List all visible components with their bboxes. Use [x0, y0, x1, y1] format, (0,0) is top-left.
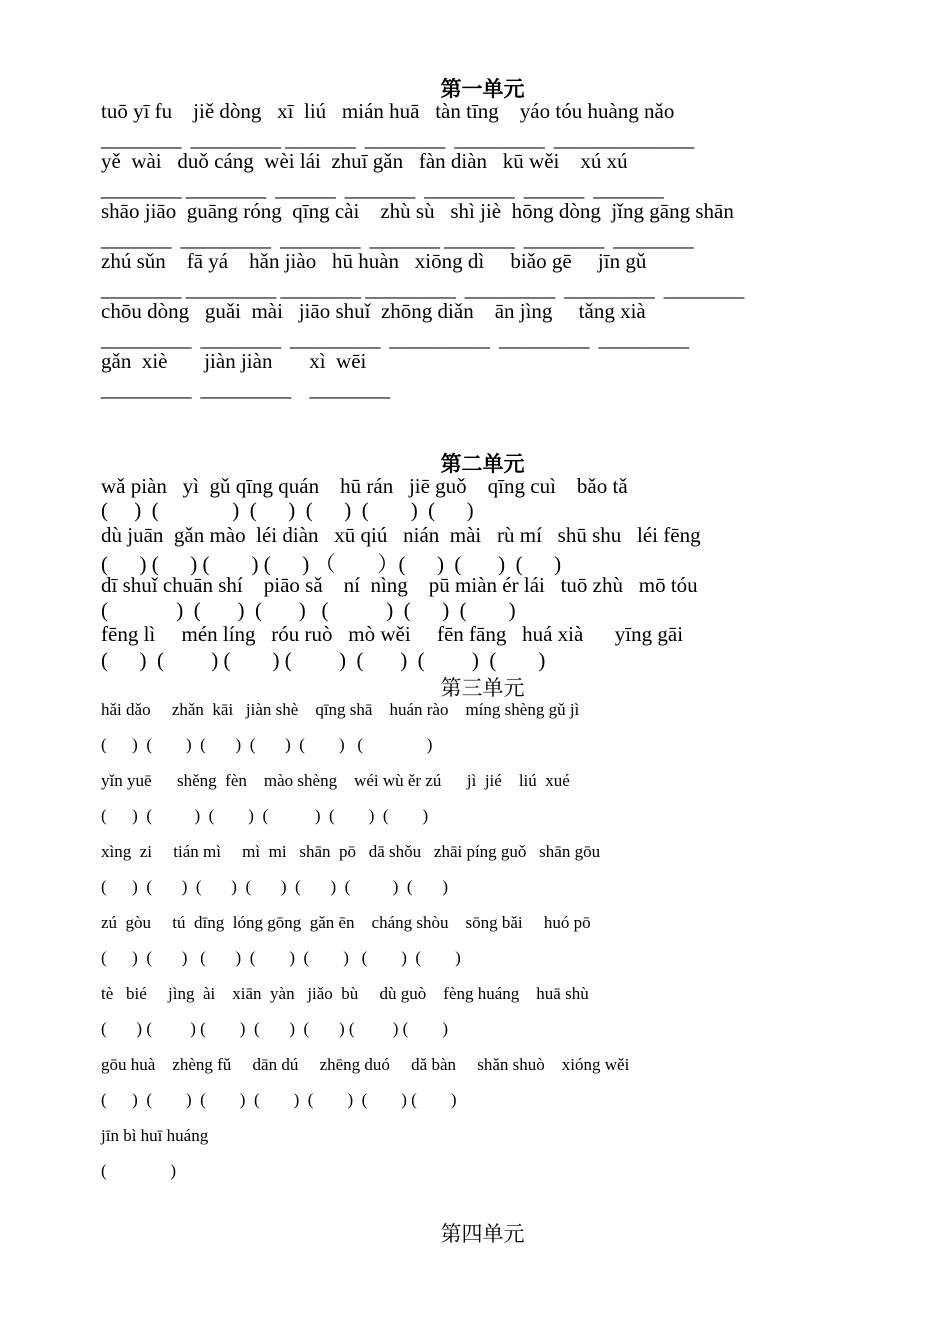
unit3-bracket-row-6: ( ) ( ) ( ) ( ) ( ) ( ) ( )	[101, 1090, 457, 1109]
unit1-blank-row-5: _________ ________ _________ __________ _________ _________	[101, 327, 689, 351]
unit3-bracket-row-7: ( )	[101, 1161, 177, 1180]
unit4-title: 第四单元	[440, 1222, 525, 1246]
unit3-bracket-row-3: ( ) ( ) ( ) ( ) ( ) ( ) ( )	[101, 877, 449, 896]
unit1-pinyin-row-3: shāo jiāo guāng róng qīng cài zhù sù shì jiè hōng dòng jǐng gāng shān	[101, 199, 734, 223]
unit2-pinyin-row-2: dù juān gǎn mào léi diàn xū qiú nián mài rù mí shū shu léi fēng	[101, 523, 701, 547]
unit3-pinyin-row-6: gōu huà zhèng fǔ dān dú zhēng duó dǎ bàn shǎn shuò xióng wěi	[101, 1055, 630, 1074]
unit3-bracket-row-1: ( ) ( ) ( ) ( ) ( ) ( )	[101, 735, 433, 754]
unit1-pinyin-row-2: yě wài duǒ cáng wèi lái zhuī gǎn fàn diàn kū wěi xú xú	[101, 149, 628, 173]
unit1-pinyin-row-1: tuō yī fu jiě dòng xī liú mián huā tàn tīng yáo tóu huàng nǎo	[101, 99, 675, 123]
unit2-pinyin-row-4: fēng lì mén líng róu ruò mò wěi fēn fāng huá xià yīng gāi	[101, 622, 684, 646]
unit3-bracket-row-4: ( ) ( ) ( ) ( ) ( ) ( ) ( )	[101, 948, 461, 967]
unit3-bracket-row-5: ( ) ( ) ( ) ( ) ( ) ( ) ( )	[101, 1019, 449, 1038]
unit2-bracket-row-3: ( ) ( ) ( ) ( ) ( ) ( )	[101, 598, 516, 622]
unit1-pinyin-row-4: zhú sǔn fā yá hǎn jiào hū huàn xiōng dì biǎo gē jīn gǔ	[101, 249, 647, 273]
unit3-pinyin-row-5: tè bié jìng ài xiān yàn jiǎo bù dù guò fèng huáng huā shù	[101, 984, 589, 1003]
unit1-blank-row-4: ________ _________ ________ _________ _________ _________ ________	[101, 277, 744, 301]
unit1-blank-row-1: ________ _________ _______ ________ _________ ______________	[101, 127, 694, 151]
unit3-pinyin-row-7: jīn bì huī huáng	[101, 1126, 209, 1145]
unit3-pinyin-row-3: xìng zi tián mì mì mi shān pō dā shǒu zhāi píng guǒ shān gōu	[101, 842, 601, 861]
unit3-bracket-row-2: ( ) ( ) ( ) ( ) ( ) ( )	[101, 806, 429, 825]
unit1-pinyin-row-5: chōu dòng guǎi mài jiāo shuǐ zhōng diǎn ān jìng tǎng xià	[101, 299, 646, 323]
unit3-pinyin-row-1: hǎi dǎo zhǎn kāi jiàn shè qīng shā huán rào míng shèng gǔ jì	[101, 700, 580, 719]
unit1-blank-row-6: _________ _________ ________	[101, 377, 390, 401]
unit2-title: 第二单元	[440, 452, 525, 476]
unit1-blank-row-3: _______ _________ ________ _______ _______ ________ ________	[101, 227, 694, 251]
unit2-pinyin-row-3: dī shuǐ chuān shí piāo sǎ ní nìng pū miàn ér lái tuō zhù mō tóu	[101, 573, 698, 597]
unit2-bracket-row-1: ( ) ( ) ( ) ( ) ( ) ( )	[101, 498, 474, 522]
unit2-bracket-row-2: ( ) ( ) ( ) ( ) （ ）( ) ( ) ( )	[101, 552, 562, 576]
unit1-title: 第一单元	[440, 77, 525, 101]
unit3-pinyin-row-2: yǐn yuē shěng fèn mào shèng wéi wù ěr zú jì jié liú xué	[101, 771, 570, 790]
unit3-pinyin-row-4: zú gòu tú dīng lóng gōng gǎn ēn cháng shòu sōng bǎi huó pō	[101, 913, 591, 932]
unit1-pinyin-row-6: gǎn xiè jiàn jiàn xì wēi	[101, 349, 367, 373]
unit1-blank-row-2: ________ ________ ______ _______ _________ ______ _______	[101, 177, 664, 201]
unit2-bracket-row-4: ( ) ( ) ( ) ( ) ( ) ( ) ( )	[101, 648, 546, 672]
unit3-title: 第三单元	[440, 676, 525, 700]
unit2-pinyin-row-1: wǎ piàn yì gǔ qīng quán hū rán jiē guǒ qīng cuì bǎo tǎ	[101, 474, 628, 498]
